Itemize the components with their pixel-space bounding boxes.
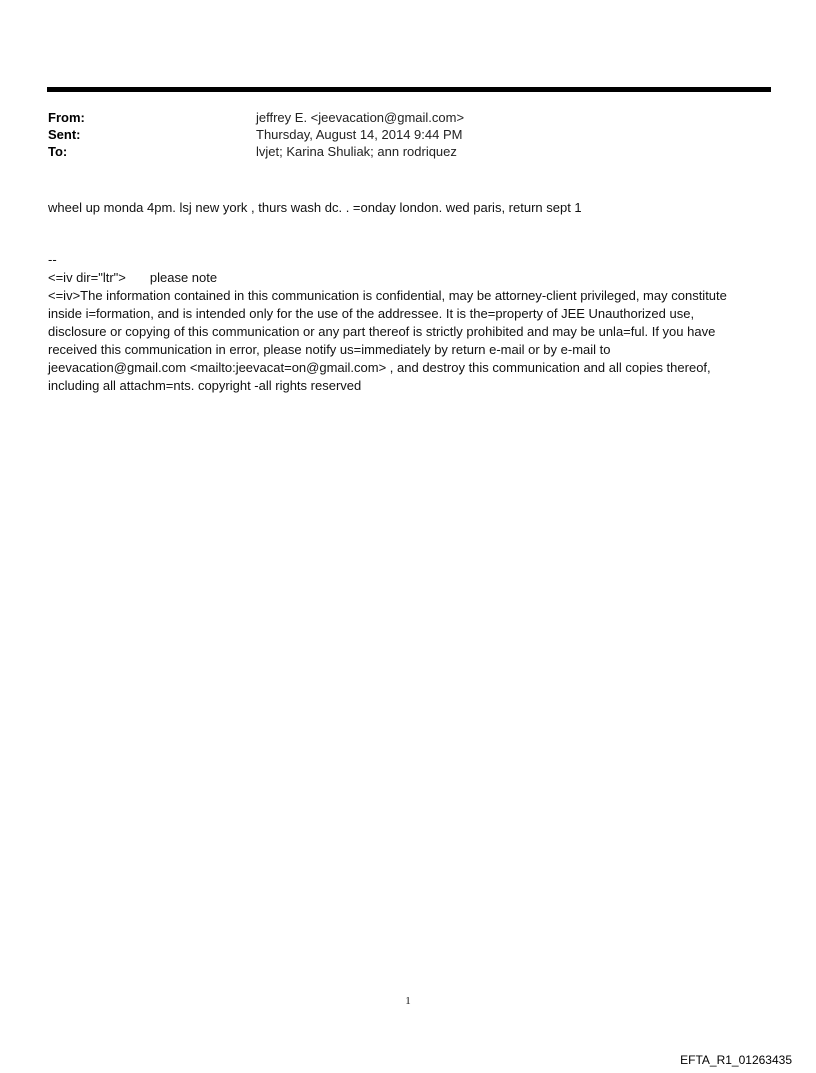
disclaimer-line: <=iv>The information contained in this communication is confidential, may be attorney-client privileged, may constitute bbox=[48, 288, 727, 303]
from-value: jeffrey E. <jeevacation@gmail.com> bbox=[256, 110, 465, 125]
signature-div-tag: <=iv dir="ltr"> bbox=[48, 270, 126, 285]
sent-value: Thursday, August 14, 2014 9:44 PM bbox=[256, 127, 463, 142]
disclaimer-line: including all attachm=nts. copyright -all rights reserved bbox=[48, 378, 362, 393]
disclaimer-line: jeevacation@gmail.com <mailto:jeevacat=on@gmail.com> , and destroy this communication and all copies thereof, bbox=[48, 360, 711, 375]
message-body: wheel up monda 4pm. lsj new york , thurs wash dc. . =onday london. wed paris, return sept 1 bbox=[48, 200, 582, 215]
from-row bbox=[48, 109, 768, 126]
to-row bbox=[48, 143, 768, 160]
to-value: lvjet; Karina Shuliak; ann rodriquez bbox=[256, 144, 457, 159]
sent-label: Sent: bbox=[48, 127, 81, 142]
to-label: To: bbox=[48, 144, 68, 159]
disclaimer-line: received this communication in error, please notify us=immediately by return e-mail or by e-mail to bbox=[48, 342, 611, 357]
email-header bbox=[48, 109, 768, 160]
header-divider bbox=[47, 87, 771, 92]
disclaimer-line: inside i=formation, and is intended only for the use of the addressee. It is the=property of JEE Unauthorized use, bbox=[48, 306, 695, 321]
signature-separator: -- bbox=[48, 252, 57, 267]
disclaimer-line: disclosure or copying of this communication or any part thereof is strictly prohibited and may be unla=ful. If you have bbox=[48, 324, 716, 339]
sent-row bbox=[48, 126, 768, 143]
signature-note: please note bbox=[149, 270, 218, 285]
document-id-stamp: EFTA_R1_01263435 bbox=[680, 1053, 792, 1067]
page-number: 1 bbox=[405, 995, 411, 1007]
signature-note-line bbox=[48, 269, 778, 287]
from-label: From: bbox=[48, 110, 85, 125]
confidentiality-disclaimer bbox=[48, 287, 778, 395]
